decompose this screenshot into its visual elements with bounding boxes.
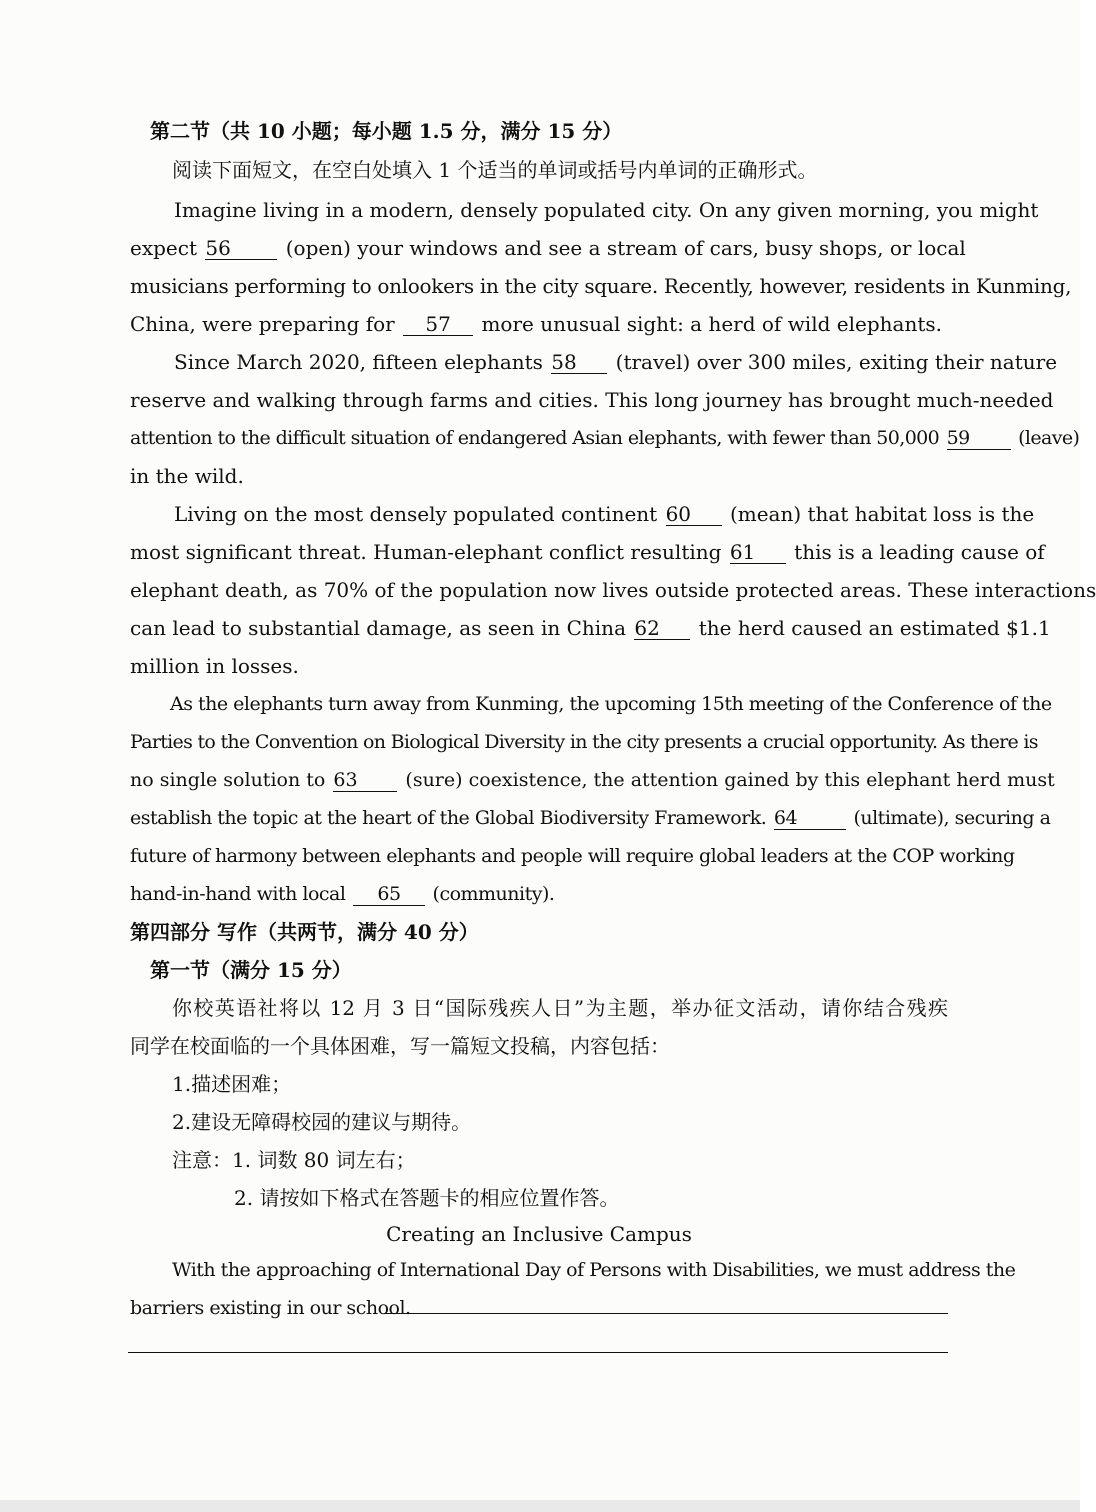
blank-62: 62 — [634, 617, 690, 640]
text-segment: most significant threat. Human-elephant conflict resulting — [130, 540, 722, 564]
essay-opening: With the approaching of International Day of Persons with Disabilities, we must address the — [172, 1259, 1016, 1281]
writing-line — [128, 1352, 948, 1353]
text-segment: China, were preparing for — [130, 312, 395, 336]
text-segment: (open) your windows and see a stream of cars, busy shops, or local — [285, 236, 966, 260]
scan-edge — [0, 1500, 1080, 1512]
text-segment: the herd caused an estimated $1.1 — [698, 616, 1051, 640]
task-note: 注意：1. 词数 80 词左右； — [172, 1148, 416, 1172]
passage-line — [130, 538, 1045, 566]
section-heading: 第一节（满分 15 分） — [150, 958, 352, 982]
section-heading: 第二节（共 10 小题；每小题 1.5 分，满分 15 分） — [150, 119, 623, 143]
section-instruction: 阅读下面短文，在空白处填入 1 个适当的单词或括号内单词的正确形式。 — [172, 158, 818, 182]
text-segment: can lead to substantial damage, as seen in China — [130, 616, 626, 640]
passage-line — [130, 310, 942, 338]
blank-64: 64 — [774, 807, 846, 830]
passage-line — [130, 424, 1080, 452]
essay-title: Creating an Inclusive Campus — [386, 1222, 692, 1246]
passage-line — [174, 348, 1058, 376]
task-text: 同学在校面临的一个具体困难，写一篇短文投稿，内容包括： — [130, 1034, 670, 1058]
text-segment: Living on the most densely populated continent — [174, 502, 658, 526]
text-segment: no single solution to — [130, 769, 326, 791]
blank-61: 61 — [730, 541, 786, 564]
text-segment: hand-in-hand with local — [130, 883, 346, 905]
text-segment: (travel) over 300 miles, exiting their nature — [615, 350, 1058, 374]
passage-line: future of harmony between elephants and people will require global leaders at the COP working — [130, 845, 1015, 867]
text-segment: this is a leading cause of — [794, 540, 1045, 564]
text-segment: (mean) that habitat loss is the — [729, 502, 1035, 526]
text-segment: establish the topic at the heart of the Global Biodiversity Framework. — [130, 807, 767, 829]
passage-line — [130, 614, 1051, 642]
passage-line — [174, 500, 1035, 528]
blank-57: 57 — [403, 313, 473, 336]
essay-opening: barriers existing in our school. — [130, 1297, 411, 1319]
passage-line: million in losses. — [130, 654, 299, 678]
passage-line — [130, 804, 1051, 832]
text-segment: (leave) — [1018, 427, 1080, 449]
passage-line: elephant death, as 70% of the population now lives outside protected areas. These interactions — [130, 578, 1096, 602]
text-segment: expect — [130, 236, 197, 260]
passage-line: musicians performing to onlookers in the city square. Recently, however, residents in Kunming, — [130, 274, 1072, 298]
blank-60: 60 — [666, 503, 722, 526]
text-segment: (community). — [432, 883, 555, 905]
blank-59: 59 — [947, 427, 1011, 450]
passage-line: Imagine living in a modern, densely populated city. On any given morning, you might — [174, 198, 1039, 222]
task-text: 你校英语社将以 12 月 3 日“国际残疾人日”为主题，举办征文活动，请你结合残疾 — [172, 996, 948, 1020]
writing-line — [384, 1313, 948, 1314]
passage-line — [130, 766, 1055, 794]
passage-line: in the wild. — [130, 464, 244, 488]
passage-line — [130, 234, 966, 262]
blank-56: 56 — [205, 237, 277, 260]
text-segment: attention to the difficult situation of endangered Asian elephants, with fewer than 50,000 — [130, 427, 940, 449]
task-item: 1.描述困难； — [172, 1072, 292, 1096]
part-heading: 第四部分 写作（共两节，满分 40 分） — [130, 920, 479, 944]
passage-line — [130, 880, 948, 908]
passage-line: As the elephants turn away from Kunming, the upcoming 15th meeting of the Conference of the — [170, 693, 1052, 715]
blank-58: 58 — [551, 351, 607, 374]
passage-line: Parties to the Convention on Biological Diversity in the city presents a crucial opportunity. As there is — [130, 731, 1038, 753]
text-segment: (ultimate), securing a — [853, 807, 1051, 829]
text-segment: Since March 2020, fifteen elephants — [174, 350, 543, 374]
text-segment: more unusual sight: a herd of wild elephants. — [481, 312, 942, 336]
blank-65: 65 — [353, 883, 425, 906]
text-segment: (sure) coexistence, the attention gained by this elephant herd must — [405, 769, 1055, 791]
blank-63: 63 — [333, 769, 397, 792]
task-note: 2. 请按如下格式在答题卡的相应位置作答。 — [234, 1186, 620, 1210]
passage-line: reserve and walking through farms and cities. This long journey has brought much-needed — [130, 388, 1054, 412]
task-item: 2.建设无障碍校园的建议与期待。 — [172, 1110, 472, 1134]
